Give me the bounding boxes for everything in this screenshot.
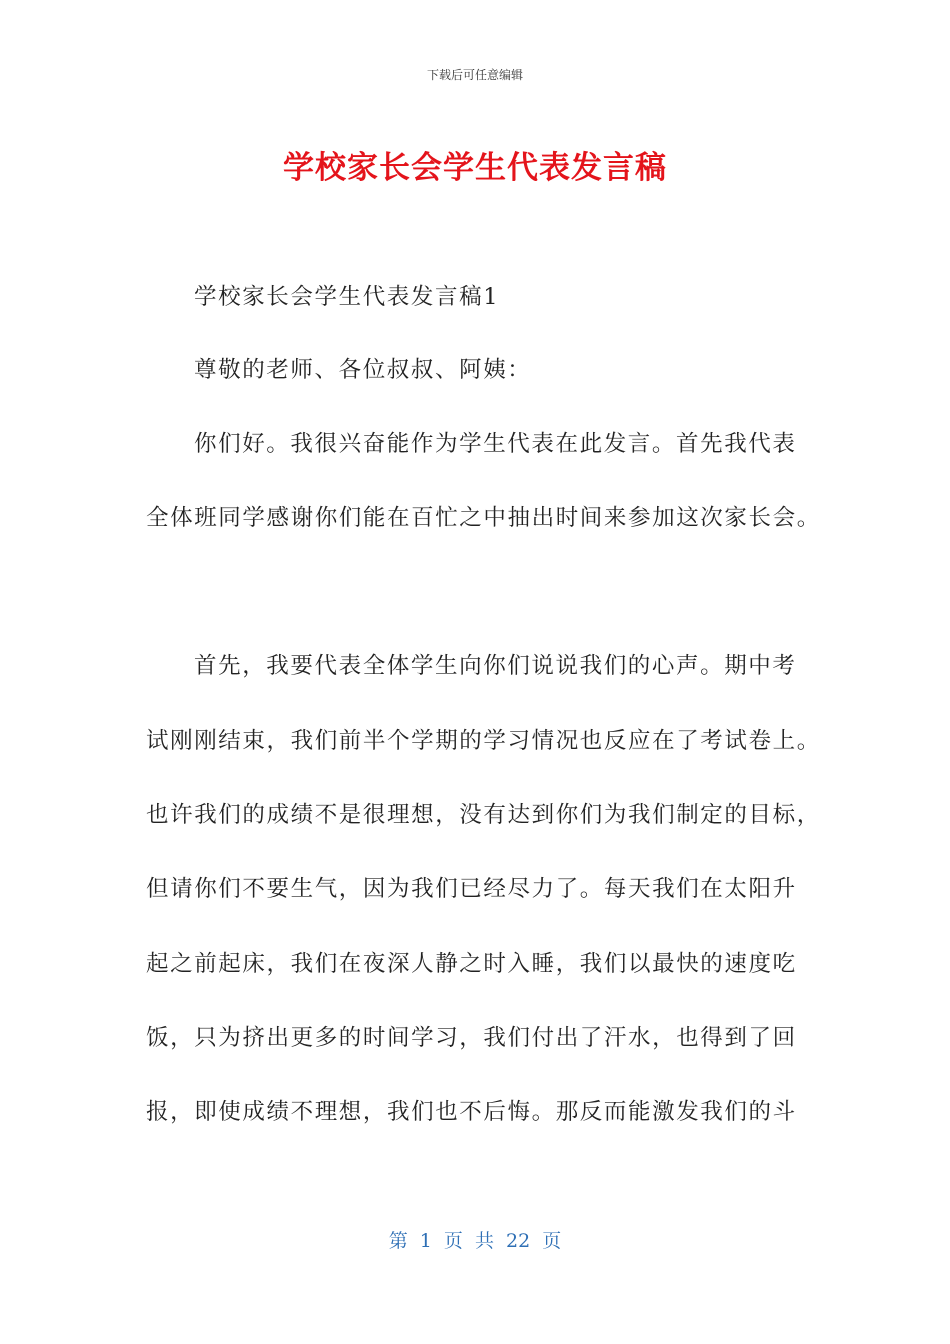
paragraph-line: 全体班同学感谢你们能在百忙之中抽出时间来参加这次家长会。 [146, 505, 821, 531]
salutation: 尊敬的老师、各位叔叔、阿姨： [194, 357, 532, 383]
paragraph-line: 也许我们的成绩不是很理想，没有达到你们为我们制定的目标， [146, 802, 821, 828]
section-heading: 学校家长会学生代表发言稿1 [194, 284, 500, 310]
paragraph-line: 你们好。我很兴奋能作为学生代表在此发言。首先我代表 [194, 431, 797, 457]
paragraph-line: 报，即使成绩不理想，我们也不后悔。那反而能激发我们的斗 [146, 1099, 797, 1125]
paragraph-line: 起之前起床，我们在夜深人静之时入睡，我们以最快的速度吃 [146, 951, 797, 977]
page-footer: 第 1 页 共 22 页 [388, 1230, 562, 1252]
paragraph-line: 试刚刚结束，我们前半个学期的学习情况也反应在了考试卷上。 [146, 728, 821, 754]
document-title: 学校家长会学生代表发言稿 [283, 150, 667, 186]
paragraph-line: 但请你们不要生气，因为我们已经尽力了。每天我们在太阳升 [146, 876, 797, 902]
header-note: 下载后可任意编辑 [426, 68, 523, 82]
paragraph-line: 首先，我要代表全体学生向你们说说我们的心声。期中考 [194, 653, 797, 679]
paragraph-line: 饭，只为挤出更多的时间学习，我们付出了汗水，也得到了回 [146, 1025, 797, 1051]
